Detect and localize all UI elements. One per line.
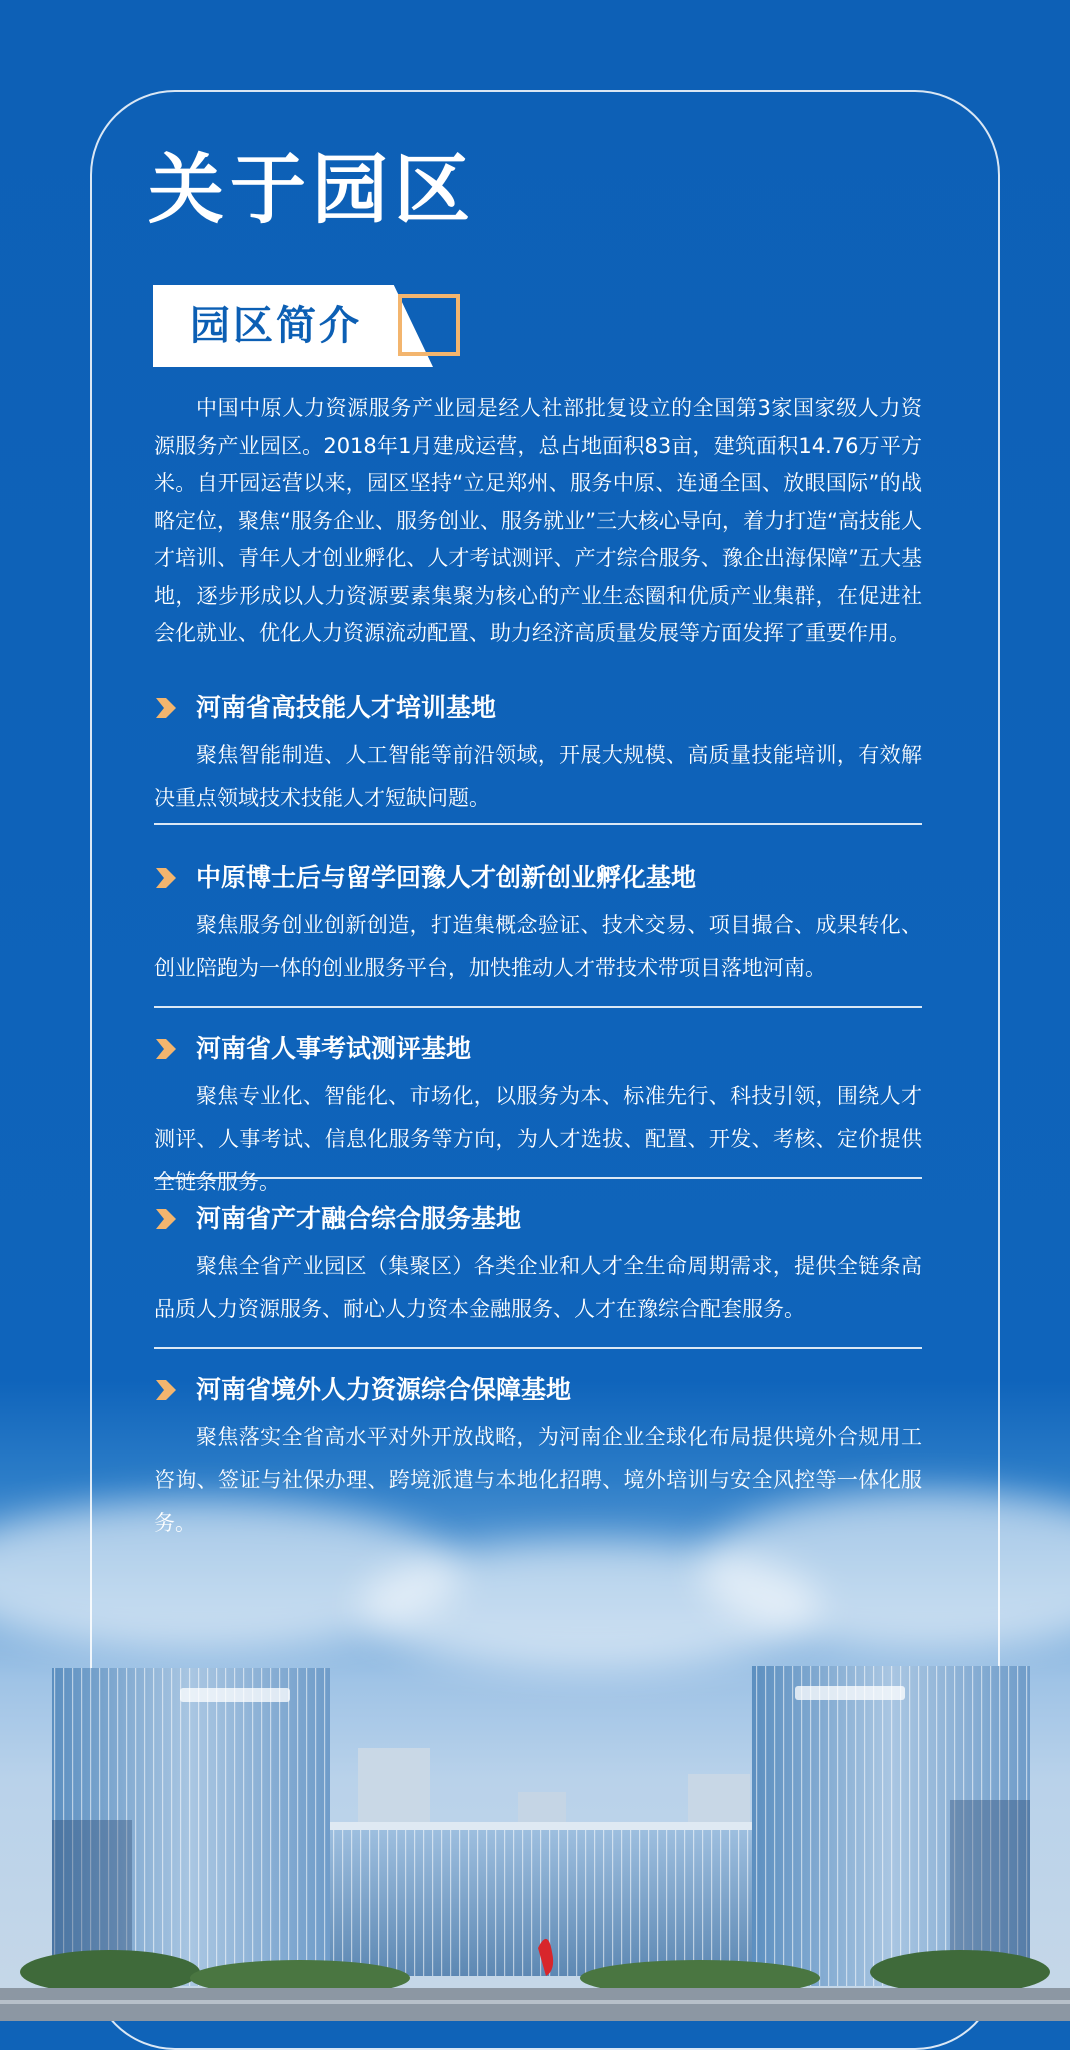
base-title: 河南省境外人力资源综合保障基地 [196,1375,572,1404]
base-title: 河南省产才融合综合服务基地 [196,1204,522,1233]
central-building-roof [300,1822,780,1830]
divider [154,1347,922,1349]
base-header [154,1370,922,1410]
base-header [154,688,922,728]
intro-paragraph: 中国中原人力资源服务产业园是经人社部批复设立的全国第3家国家级人力资源服务产业园区。2018年1月建成运营，总占地面积83亩，建筑面积14.76万平方米。自开园运营以来，园区坚持“立足郑州、服务中原、连通全国、放眼国际”的战略定位，聚焦“服务企业、服务创业、服务就业”三大核心导向，着力打造“高技能人才培训、青年人才创业孵化、人才考试测评、产才综合服务、豫企出海保障”五大基地，逐步形成以人力资源要素集聚为核心的产业生态圈和优质产业集群，在促进社会化就业、优化人力资源流动配置、助力经济高质量发展等方面发挥了重要作用。 [154,396,922,645]
arrow-bullet-icon [154,1207,178,1231]
page-title: 关于园区 [148,145,476,234]
base-description: 聚焦专业化、智能化、市场化，以服务为本、标准先行、科技引领，围绕人才测评、人事考试、信息化服务等方向，为人才选拔、配置、开发、考核、定价提供全链条服务。 [154,1084,922,1194]
base-header [154,1029,922,1069]
tree-row [20,1950,200,1994]
base-item-4 [154,1199,922,1331]
base-title: 河南省人事考试测评基地 [196,1034,472,1063]
building-illustration [0,1560,1070,2021]
base-description: 聚焦智能制造、人工智能等前沿领域，开展大规模、高质量技能培训，有效解决重点领域技术技能人才短缺问题。 [154,743,922,810]
divider [154,1006,922,1008]
base-header [154,858,922,898]
base-header [154,1199,922,1239]
base-item-1 [154,688,922,820]
base-description: 聚焦服务创业创新创造，打造集概念验证、技术交易、项目撮合、成果转化、创业陪跑为一体的创业服务平台，加快推动人才带技术带项目落地河南。 [154,913,922,980]
divider [154,823,922,825]
base-item-2 [154,858,922,990]
divider [154,1177,922,1179]
base-description: 聚焦落实全省高水平对外开放战略，为河南企业全球化布局提供境外合规用工咨询、签证与社保办理、跨境派遣与本地化招聘、境外培训与安全风控等一体化服务。 [154,1425,922,1535]
arrow-bullet-icon [154,1378,178,1402]
base-title: 河南省高技能人才培训基地 [196,693,497,722]
section-label: 园区简介 [190,303,362,349]
ground [0,1988,1070,2021]
base-item-5 [154,1370,922,1545]
arrow-bullet-icon [154,1037,178,1061]
arrow-bullet-icon [154,866,178,890]
base-description: 聚焦全省产业园区（集聚区）各类企业和人才全生命周期需求，提供全链条高品质人力资源服务、耐心人力资本金融服务、人才在豫综合配套服务。 [154,1254,922,1321]
section-tab-accent [398,294,460,356]
arrow-bullet-icon [154,696,178,720]
tree-row [870,1950,1050,1994]
base-title: 中原博士后与留学回豫人才创新创业孵化基地 [196,863,697,892]
